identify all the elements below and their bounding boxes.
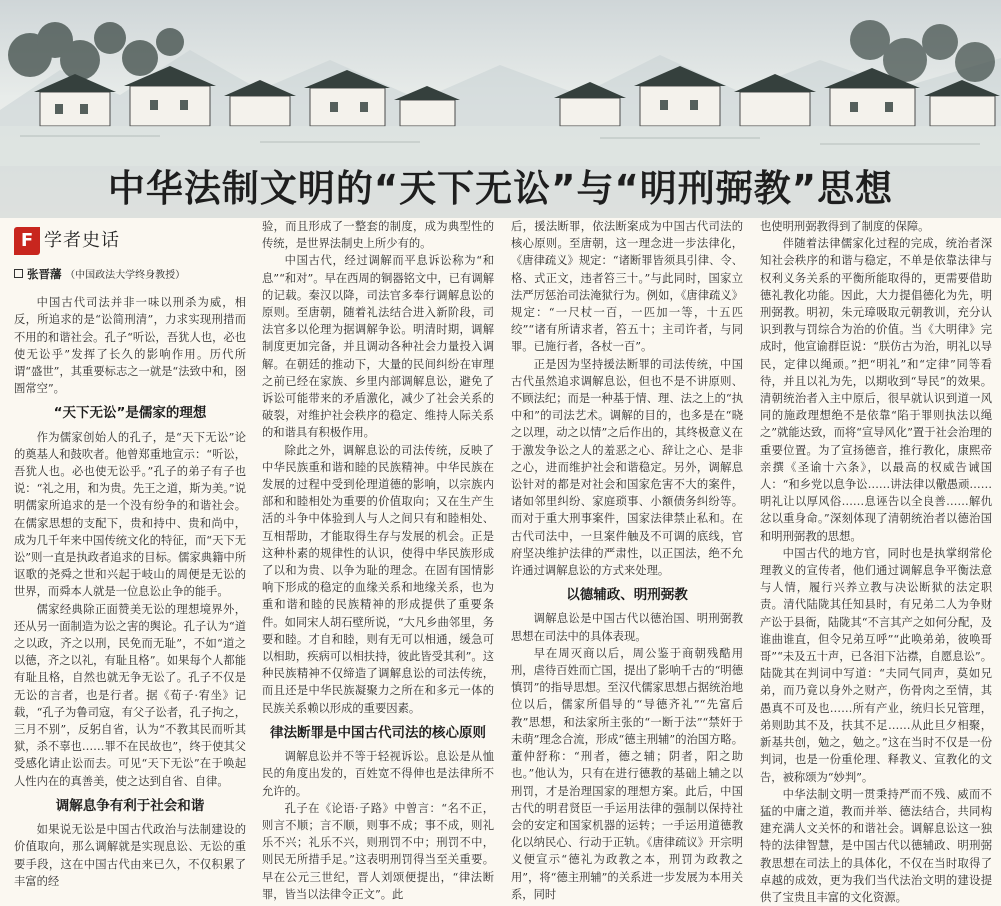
paragraph: 中国古代司法并非一味以刑杀为威，相反，所追求的是“讼简刑清”，力求实现刑措而不用的和谐社会。孔子“听讼，吾犹人也，必也使无讼乎”发挥了长久的影响作用。历代所谓“盛世”，其重要标志之一就是“法致中和，囹圄常空”。 [14,296,246,396]
paragraph: 验，而且形成了一整套的制度，成为典型性的传统，是世界法制史上所少有的。 [262,220,494,251]
article-column-3 [511,218,743,901]
paragraph: 调解息讼并不等于轻视诉讼。息讼是从恤民的角度出发的，百姓宽不得伸也是法律所不允许的。 [262,750,494,798]
paragraph: 儒家经典除正面赞美无讼的理想境界外，还从另一面制造为讼之害的舆论。孔子认为“道之以政，齐之以刑，民免而无耻”，不如“道之以德，齐之以礼，有耻且格”。如果每个人都能有耻且格，自然也就无争无讼了。孔子不仅是无讼的言者，也是行者。据《荀子·宥坐》记载，“孔子为鲁司寇，有父子讼者，孔子拘之，三月不别”，反躬自省，认为“不教其民而听其狱，杀不辜也……罪不在民故也”，终于使其父受感化请止讼而去。可见“天下无讼”在于唤起人性内在的真善美，使之达到自省、自律。 [14,602,246,788]
paragraph: 中国古代的地方官，同时也是执掌纲常伦理教义的宣传者，他们通过调解息争平衡法意与人情，履行兴养立教与决讼断狱的法定职责。清代陆陇其任知县时，有兄弟二人为争财产讼于县衙，陆陇其“不言其产之如何分配，及谁曲谁直，但令兄弟互呼”“此唤弟弟，彼唤哥哥”“未及五十声，已各泪下沾襟，自愿息讼”。陆陇其在判词中写道：“夫同气同声，莫如兄弟，而乃竟以身外之财产，伤骨肉之至情，其愚真不可及也……所有产业，统归长兄管理，弟则助其不及，扶其不足……从此旦夕相聚，新基共创，勉之，勉之。”这在当时不仅是一份判词，也是一份重伦理、释教义、宣教化的文告，被称颂为“妙判”。 [760,546,992,784]
paragraph: 也使明刑弼教得到了制度的保障。 [760,220,930,233]
article-headline: 中华法制文明的“天下无讼”与“明刑弼教”思想 [107,167,894,210]
paragraph: 孔子在《论语·子路》中曾言：“名不正，则言不顺；言不顺，则事不成；事不成，则礼乐不兴；礼乐不兴，则刑罚不中；刑罚不中，则民无所措手足。”这表明刑罚得当至关重要。早在公元三世纪，晋人刘颂便提出，“律法断罪，皆当以法律令正文”。此 [262,801,494,901]
article-column-1 [14,218,246,888]
section-heading: 调解息争有利于社会和谐 [55,797,205,814]
paragraph: 除此之外，调解息讼的司法传统，反映了中华民族重和谐和睦的民族精神。中华民族在发展的过程中受到伦理道德的影响，以宗族内部和和睦相处为重要的价值取向；又在生产生活的斗争中体验到人与人之间只有和睦相处、互相帮助，才能取得生存与发展的机会。正是这种朴素的规律性的认识，使得中华民族形成了以和为贵、以争为耻的理念。在固有国情影响下形成的稳定的血缘关系和地缘关系，也为重和谐和睦的民族精神的形成提供了重要条件。如同宋人胡石壁所说，“大凡乡曲邻里，务要和睦。才自和睦，则有无可以相通，缓急可以相助，疾病可以相扶持，彼此皆受其利”。这种民族精神不仅缔造了调解息讼的司法传统，而且还是中华民族凝聚力之所在和多元一体的民族关系赖以形成的重要因素。 [262,443,494,715]
column-tag-label: 学者史话 [44,230,120,252]
paragraph: 伴随着法律儒家化过程的完成，统治者深知社会秩序的和谐与稳定，不单是依靠法律与权利义务关系的平衡所能取得的，更需要借助德礼教化功能。因此，大力提倡德化为先，明刑弼教。明初，朱元璋吸取元朝教训，充分认识到教与罚综合为治的价值。当《大明律》完成时，他宣谕群臣说：“朕仿古为治，明礼以导民，定律以绳顽。”把“明礼”和“定律”同等看待，并且以礼为先，以期收到“导民”的效果。清朝统治者入主中原后，很早就认识到道一风同的施政理想绝不是依靠“陷于罪则执法以绳之”就能达致，而将“宣导风化”置于社会治理的重要位置。为了宣扬德音，推行教化，康熙帝亲撰《圣谕十六条》，以最高的权威告诫国人：“和乡党以息争讼……讲法律以儆愚顽……明礼让以厚风俗……息诬告以全良善……解仇忿以重身命。”深刻体现了清朝统治者以德治国和明刑弼教的思想。 [760,237,992,543]
column-tag [14,224,246,258]
byline [14,266,246,284]
paragraph: 如果说无讼是中国古代政治与法制建设的价值取向，那么调解就是实现息讼、无讼的重要手段，这在中国古代由来已久，不仅积累了丰富的经 [14,823,246,888]
section-heading: “天下无讼”是儒家的理想 [53,405,207,422]
paragraph: 中华法制文明一贯秉持严而不残、威而不猛的中庸之道，教而并举、德法结合，共同构建充满人文关怀的和谐社会。调解息讼这一独特的法律智慧，是中国古代以德辅政、明刑弼教思想在司法上的具体化，不仅在当时取得了卓越的成效，更为我们当代法治文明的建设提供了宝贵且丰富的文化资源。 [760,787,992,904]
paragraph: 正是因为坚持援法断罪的司法传统，中国古代虽然追求调解息讼，但也不是不讲原则、不顾法纪；而是一种基于情、理、法之上的“执中和”的司法艺术。调解的目的，也多是在“晓之以理，动之以情”之后作出的，其终极意义在于激发争讼之人的羞恶之心、辞让之心、是非之心，进而维护社会和谐稳定。另外，调解息讼针对的都是对社会和国家危害不大的案件，诸如邻里纠纷、家庭琐事、小额债务纠纷等。而对于重大刑事案件，国家法律禁止私和。在古代司法中，一旦案件触及不可调的底线，官府坚决维护法律的严肃性，以正国法，绝不允许通过调解息讼的方式来处理。 [511,357,743,578]
paragraph: 早在周灭商以后，周公鉴于商朝残酷用刑，虐待百姓而亡国，提出了影响千古的“明德慎罚”的指导思想。至汉代儒家思想占据统治地位以后，儒家所倡导的“导德齐礼”“先富后教”思想，和法家所主张的“一断于法”“禁奸于未萌”理念合流，形成“德主刑辅”的治国方略。董仲舒称：“刑者，德之辅；阴者，阳之助也。”他认为，只有在进行德教的基础上辅之以刑罚，才是治理国家的理想方案。此后，中国古代的明君贤臣一手运用法律的强制以保持社会的安定和国家机器的运转；一手运用道德教化以纳民心、行动于正轨。《唐律疏议》开宗明义便宣示“德礼为政教之本，刑罚为政教之用”，将“德主刑辅”的关系进一步发展为本用关系，同时 [511,646,743,901]
article-column-4 [760,218,992,904]
section-heading: 律法断罪是中国古代司法的核心原则 [270,724,486,741]
author-affiliation: （中国政法大学终身教授） [65,270,186,281]
paragraph: 中国古代，经过调解而平息诉讼称为“和息”“和对”。早在西周的铜器铭文中，已有调解的记载。秦汉以降，司法官多奉行调解息讼的原则。至唐朝，随着礼法结合进入新阶段，司法官多以伦理为据调解争讼。明清时期，调解制度更加完备，并且调动各种社会力量投入调解。在朝廷的推动下，大量的民间纠纷在审理之前已经在家族、乡里内部调解息讼，避免了诉讼可能带来的矛盾激化，减少了社会关系的破裂，对维护社会秩序的稳定、维持人际关系的和谐具有积极作用。 [262,254,494,440]
section-heading: 以德辅政、明刑弼教 [566,587,688,604]
column-tag-badge-icon: F [14,227,40,255]
author-name: 张晋藩 [27,267,62,281]
paragraph: 作为儒家创始人的孔子，是“天下无讼”论的奠基人和鼓吹者。他曾郑重地宣示：“听讼，吾犹人也。必也使无讼乎。”孔子的弟子有子也说：“礼之用，和为贵。先王之道，斯为美。”说明儒家所追求的是一个没有纷争的和谐社会。在儒家思想的支配下，贵和持中、贵和尚中，成为几千年来中国传统文化的特征，而“天下无讼”则一直是执政者追求的目标。儒家典籍中所讴歌的尧舜之世和兴起于岐山的周便是无讼的世界，而舜本人就是一位息讼止争的能手。 [14,430,246,599]
paragraph: 调解息讼是中国古代以德治国、明刑弼教思想在司法中的具体表现。 [511,612,743,643]
paragraph: 后，援法断罪，依法断案成为中国古代司法的核心原则。至唐朝，这一理念进一步法律化，《唐律疏义》规定：“诸断罪皆须具引律、令、格、式正文，违者笞三十。”与此同时，国家立法严厉惩治司法淹狱行为。例如，《唐律疏义》规定：“一尺杖一百，一匹加一等，十五匹绞”“诸有所请求者，笞五十；主司许者，与同罪。已施行者，各杖一百”。 [511,220,743,354]
square-bullet-icon [14,269,23,278]
article-column-2 [262,218,494,901]
